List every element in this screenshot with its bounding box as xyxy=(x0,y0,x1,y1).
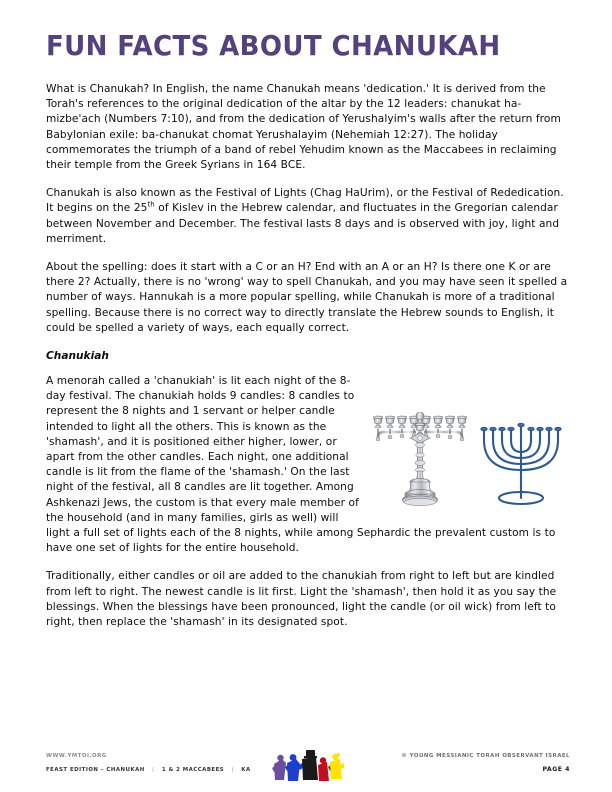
footer-divider-2: | xyxy=(231,767,234,773)
footer-code-label: KA xyxy=(241,767,251,773)
ordinal-superscript: th xyxy=(147,200,155,209)
paragraph-festival-of-lights xyxy=(46,186,568,247)
blue-menorah-illustration xyxy=(478,414,564,510)
paragraph-lighting-order: Traditionally, either candles or oil are added to the chanukiah from right to left but are kindled from left to right. The newest candle is lit first. Light the 'shamash', then hold it as you say the blessings. When the blessings have been pronounced, light the candle (or oil wick) from left to right, then replace the 'shamash' in its designated spot. xyxy=(46,570,557,629)
paragraph-festival-text-a: Chanukah is also known as the Festival of Lights (Chag HaUrim), or the Festival of Rededication. It begins on the 25 xyxy=(46,187,564,215)
footer-page-number: PAGE 4 xyxy=(542,766,570,773)
paragraph-what-is-chanukah: What is Chanukah? In English, the name Chanukah means 'dedication.' It is derived from the Torah's references to the original dedication of the altar by the 12 leaders: chanukat ha-mizbe'ach (Numbers 7:10), and from the dedication of Yerushalyim's walls after the return from Babylonian exile: ba-chanukat chomat Yerushalayim (Nehemiah 12:27). The holiday commemorates the triumph of a band of rebel Yehudim known as the Maccabees in reclaiming their temple from the Greek Syrians in 164 BCE. xyxy=(46,83,561,172)
footer-reference-label: 1 & 2 MACCABEES xyxy=(161,767,225,773)
ymtoi-logo xyxy=(272,750,344,784)
page-title: FUN FACTS ABOUT CHANUKAH xyxy=(46,29,501,62)
section-heading-chanukiah: Chanukiah xyxy=(46,350,109,363)
footer-divider-1: | xyxy=(152,767,155,773)
footer-right-block xyxy=(401,752,570,774)
paragraph-about-spelling: About the spelling: does it start with a C or an H? End with an A or an H? Is there one K or are there 2? Actually, there is no 'wrong' way to spell Chanukah, and you may have seen it spelled a number of ways. Hannukah is a more popular spelling, while Chanukah is more of a traditional spelling. Because there is no correct way to directly translate the Hebrew sounds to English, it could be spelled a variety of ways, each equally correct. xyxy=(46,261,568,334)
silver-chanukiah-illustration xyxy=(372,412,468,512)
page-footer xyxy=(0,748,612,792)
paragraph-festival-text-b: of Kislev in the Hebrew calendar, and fluctuates in the Gregorian calendar between November and December. The festival lasts 8 days and is observed with joy, light and merriment. xyxy=(46,202,560,245)
paragraph-chanukiah-description: A menorah called a 'chanukiah' is lit each night of the 8-day festival. The chanukiah holds 9 candles: 8 candles to represent the 8 nights and 1 servant or helper candle intended to light all the others. This is known as the 'shamash', and it is positioned either higher, lower, or apart from the other candles. Each night, one additional candle is lit from the flame of the 'shamash.' On the last night of the festival, all 8 candles are lit together. Among Ashkenazi Jews, the custom is that every male member of the household (and in many families, girls as well) will light a full set of lights each of the 8 nights, while among Sephardic the prevalent custom is to have one set of lights for the entire household. xyxy=(46,375,556,555)
document-body xyxy=(46,82,568,643)
footer-edition-label: FEAST EDITION – CHANUKAH xyxy=(46,767,145,773)
footer-website-link[interactable]: WWW.YMTOI.ORG xyxy=(46,753,107,759)
footer-copyright: © YOUNG MESSIANIC TORAH OBSERVANT ISRAEL xyxy=(401,753,570,759)
menorah-artwork-group xyxy=(372,412,568,516)
